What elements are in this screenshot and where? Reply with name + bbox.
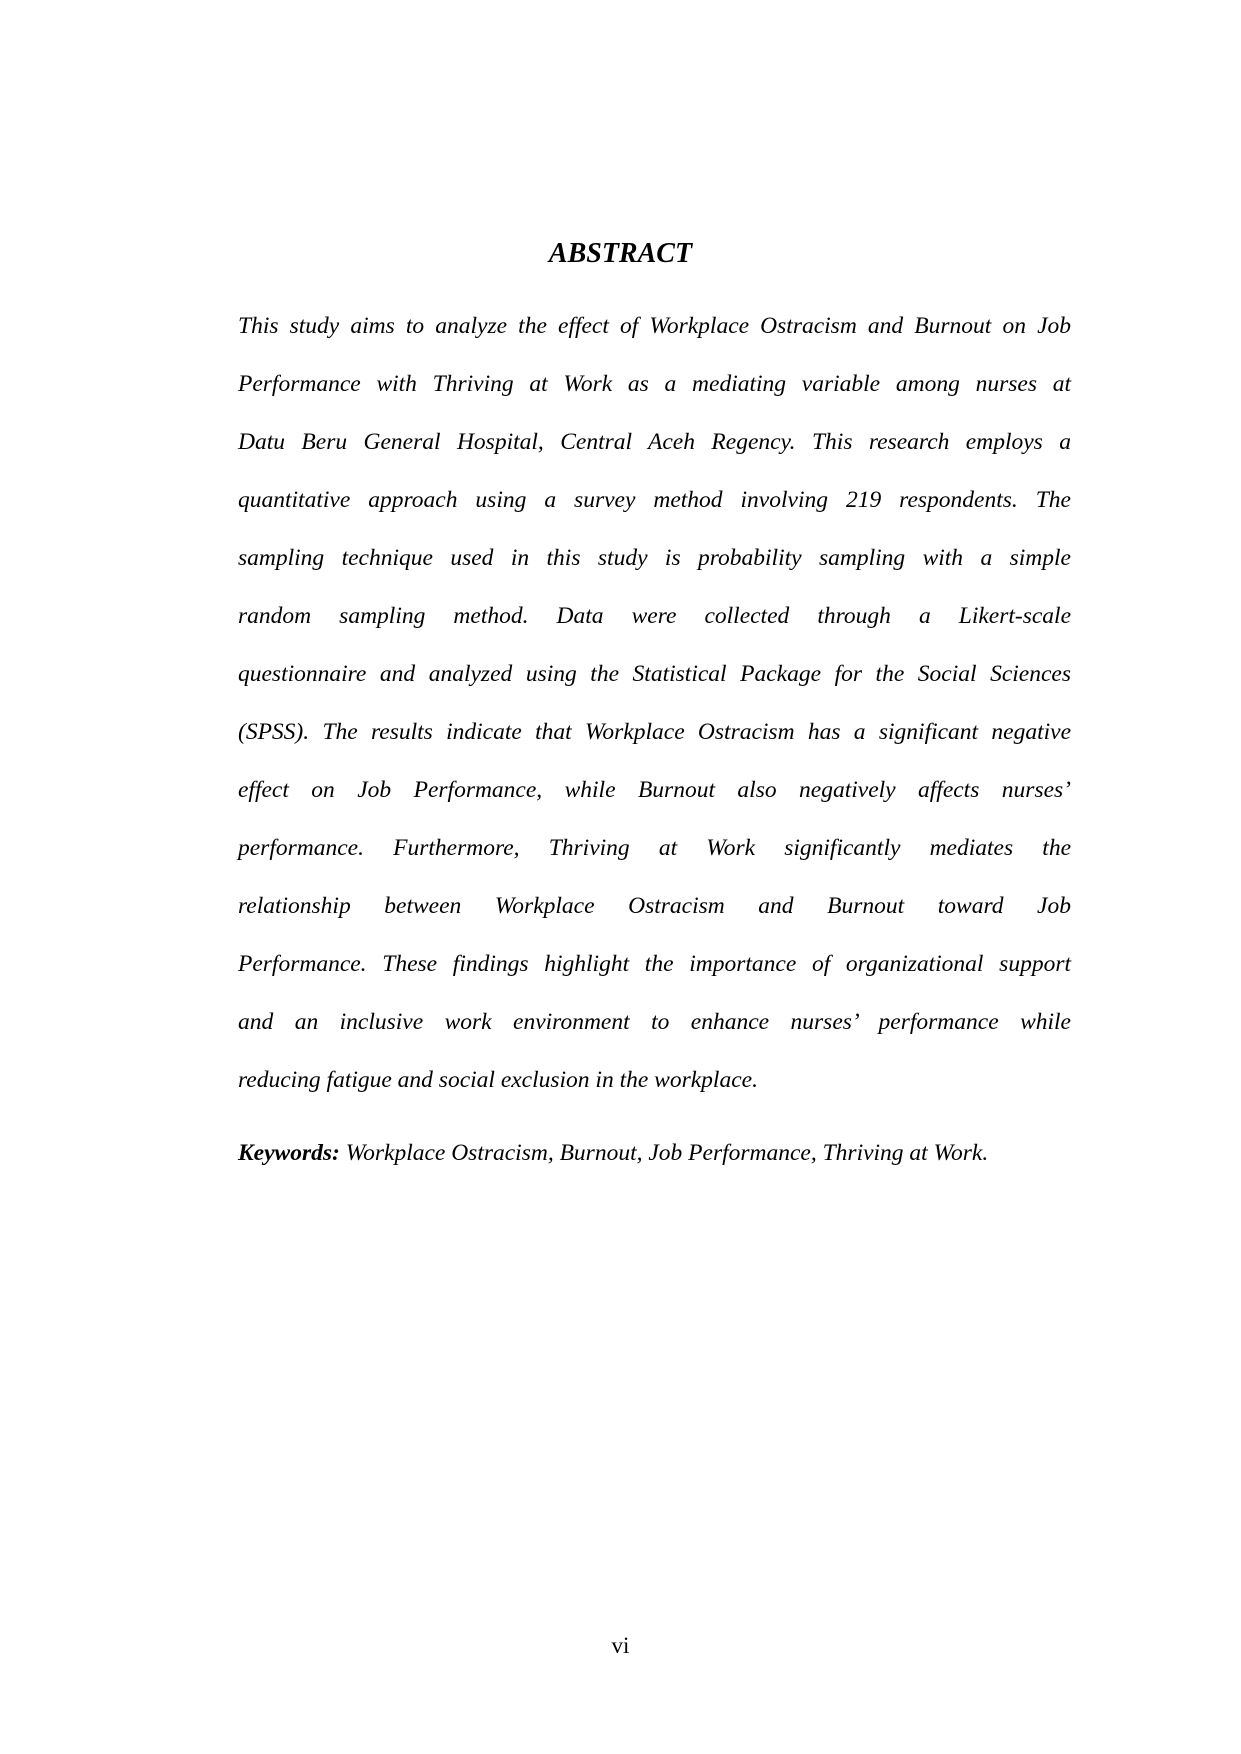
abstract-line: and an inclusive work environment to enhance nurses’ performance while: [238, 1009, 1071, 1035]
keywords-label: Keywords:: [238, 1140, 340, 1166]
keywords-text: Workplace Ostracism, Burnout, Job Performance, Thriving at Work.: [339, 1140, 989, 1166]
abstract-line: random sampling method. Data were collected through a Likert-scale: [238, 603, 1071, 629]
abstract-line: Datu Beru General Hospital, Central Aceh Regency. This research employs a: [238, 429, 1071, 455]
page-number: vi: [611, 1633, 630, 1658]
abstract-line: sampling technique used in this study is probability sampling with a simple: [238, 545, 1071, 571]
abstract-line: Performance with Thriving at Work as a mediating variable among nurses at: [238, 371, 1071, 397]
abstract-line: relationship between Workplace Ostracism and Burnout toward Job: [238, 893, 1071, 919]
abstract-line: Performance. These findings highlight the importance of organizational support: [238, 951, 1071, 977]
abstract-line: reducing fatigue and social exclusion in the workplace.: [238, 1067, 758, 1093]
abstract-line: This study aims to analyze the effect of Workplace Ostracism and Burnout on Job: [238, 313, 1071, 339]
abstract-heading: ABSTRACT: [548, 238, 693, 269]
keywords: [238, 1140, 1138, 1167]
abstract-line: quantitative approach using a survey method involving 219 respondents. The: [238, 487, 1071, 513]
abstract-line: effect on Job Performance, while Burnout also negatively affects nurses’: [238, 777, 1071, 803]
abstract-line: performance. Furthermore, Thriving at Work significantly mediates the: [238, 835, 1071, 861]
abstract-line: questionnaire and analyzed using the Statistical Package for the Social Sciences: [238, 661, 1071, 687]
abstract-line: (SPSS). The results indicate that Workplace Ostracism has a significant negative: [238, 719, 1071, 745]
abstract-body: [238, 297, 1071, 1109]
